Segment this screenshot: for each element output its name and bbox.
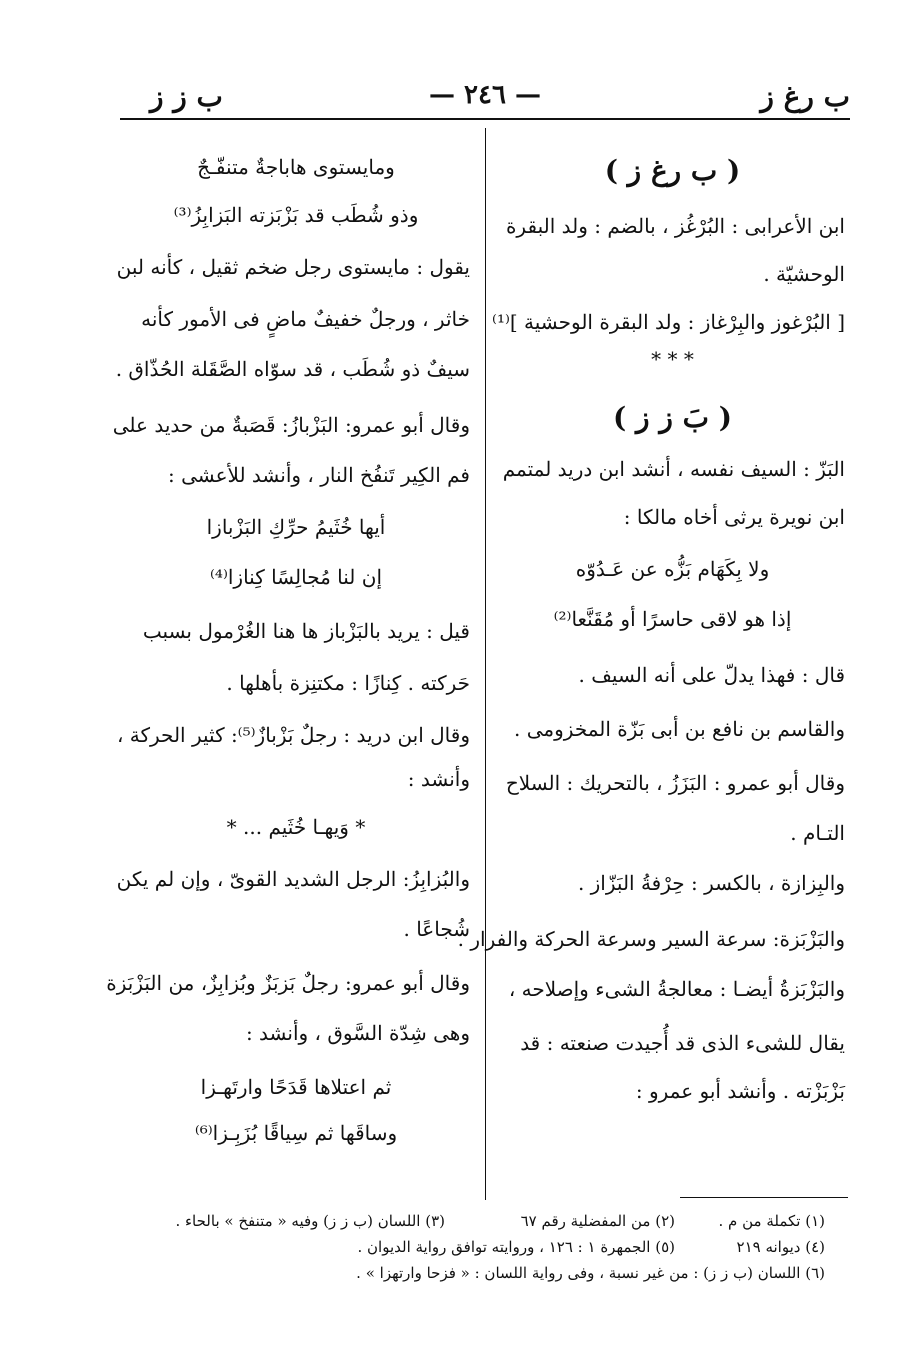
footnote: (٤) ديوانه ٢١٩ <box>736 1238 825 1256</box>
entry-line: والبَزْبَزة: سرعة السير وسرعة الحركة والفرار . <box>457 927 845 951</box>
entry-line: الوحشيّة . <box>763 262 845 286</box>
left-column <box>106 140 470 1146</box>
entry-line: شُجاعًا . <box>403 917 470 941</box>
entry-line: وقال أبو عمرو: رجلٌ بَزبَزٌ وبُزابِزٌ، من البَزْبَزة <box>106 971 470 995</box>
entry-line: وأنشد : <box>407 767 470 791</box>
verse-line: أيها خُثَيمُ حرِّكِ البَزْبازا <box>206 515 386 539</box>
header-root-left: ب ز ز <box>150 80 223 113</box>
footnote: (٦) اللسان (ب ز ز) : من غير نسبة ، وفى رواية اللسان : « فزحا وارتهزا » . <box>356 1264 825 1282</box>
right-column <box>457 140 845 1104</box>
footnote: (٢) من المفضلية رقم ٦٧ <box>520 1212 675 1230</box>
entry-line: والقاسم بن نافع بن أبى بَزّة المخزومى . <box>514 717 845 741</box>
footnote: (١) تكملة من م . <box>718 1212 825 1230</box>
entry-line: يقال للشىء الذى قد أُجيدت صنعته : قد <box>520 1031 845 1055</box>
page-header <box>120 74 850 122</box>
section-separator: * * * <box>651 347 694 371</box>
footnote-row <box>120 1234 825 1260</box>
column-divider <box>485 128 486 1200</box>
header-rule <box>120 118 850 120</box>
entry-line: قال : فهذا يدلّ على أنه السيف . <box>578 663 845 687</box>
footnotes <box>120 1208 825 1286</box>
entry-line: البَزّ : السيف نفسه ، أنشد ابن دريد لمتمم <box>502 457 845 481</box>
entry-line: وقال أبو عمرو: البَزْبازُ: قَصَبةٌ من حديد على <box>112 413 470 437</box>
entry-line: ابن الأعرابى : البُرْغُز ، بالضم : ولد البقرة <box>505 214 845 238</box>
entry-line: وقال أبو عمرو : البَزَزُ ، بالتحريك : السلاح <box>505 771 845 795</box>
entry-line: فم الكِير تَنفُخ النار ، وأنشد للأعشى : <box>168 463 470 487</box>
footnote: (٥) الجمهرة ١ : ١٢٦ ، وروايته توافق رواية الديوان . <box>357 1238 675 1256</box>
entry-line: حَركته . كِنازًا : مكتنِزة بأهلها . <box>226 671 470 695</box>
entry-line: والبَزْبَزةُ أيضـا : معالجةُ الشىء وإصلاحه ، <box>508 977 845 1001</box>
verse-line: وساقَها ثم سِياقًا بُزَبِـزا⁽⁶⁾ <box>194 1121 398 1145</box>
section-title-bazz: ( بَ ز ز ) <box>613 401 732 434</box>
footnote-row <box>120 1260 825 1286</box>
entry-line: قيل : يريد بالبَزْباز ها هنا الغُرْمول بسبب <box>142 619 470 643</box>
section-title-bargz: ( ب رغ ز ) <box>604 154 741 187</box>
footnote: (٣) اللسان (ب ز ز) وفيه « متنفخ » بالحاء . <box>175 1212 445 1230</box>
entry-line: وقال ابن دريد : رجلٌ بَزْبازٌ⁽⁵⁾: كثير الحركة ، <box>116 723 470 747</box>
page-number: — ٢٤٦ — <box>428 80 542 110</box>
verse-line: * وَيهـا خُثَيم ... * <box>226 815 366 839</box>
entry-line: سيفٌ ذو شُطَب ، قد سوّاه الصَّقَلة الحُذّاق . <box>115 357 470 381</box>
verse-line: إذا هو لاقى حاسرًا أو مُقَنَّعا⁽²⁾ <box>553 607 792 631</box>
entry-line: [ البُرْغوز والبِرْغاز : ولد البقرة الوحشية ]⁽¹⁾ <box>492 310 845 334</box>
entry-line: خاثر ، ورجلٌ خفيفٌ ماضٍ فى الأمور كأنه <box>141 307 470 331</box>
verse-line: وذو شُطَب قد بَزْبَزته البَزابِزُ⁽³⁾ <box>173 203 419 227</box>
verse-line: إن لنا مُجالِسًا كِنازا⁽⁴⁾ <box>209 565 382 589</box>
entry-line: يقول : مايستوى رجل ضخم ثقيل ، كأنه لبن <box>116 255 470 279</box>
entry-line: التـام . <box>790 821 845 845</box>
entry-line: ابن نويرة يرثى أخاه مالكا : <box>623 505 845 529</box>
entry-line: والبُزابِزُ: الرجل الشديد القوىّ ، وإن لم يكن <box>116 867 470 891</box>
footnote-row <box>120 1208 825 1234</box>
entry-line: وهى شِدّة السَّوق ، وأنشد : <box>245 1021 470 1045</box>
verse-line: ولا بِكَهَام بَزُّه عن عَـدُوّه <box>575 557 770 581</box>
verse-line: ومايستوى هاباجةٌ متنفّـجٌ <box>197 155 395 179</box>
entry-line: بَزْبَزْته . وأنشد أبو عمرو : <box>635 1079 845 1103</box>
footnote-rule <box>680 1197 848 1198</box>
entry-line: والبِزازة ، بالكسر : حِرْفةُ البَزّاز . <box>577 871 845 895</box>
header-root-right: ب رغ ز <box>760 80 850 113</box>
verse-line: ثم اعتلاها قَدَحًا وارتَهـزا <box>200 1075 392 1099</box>
